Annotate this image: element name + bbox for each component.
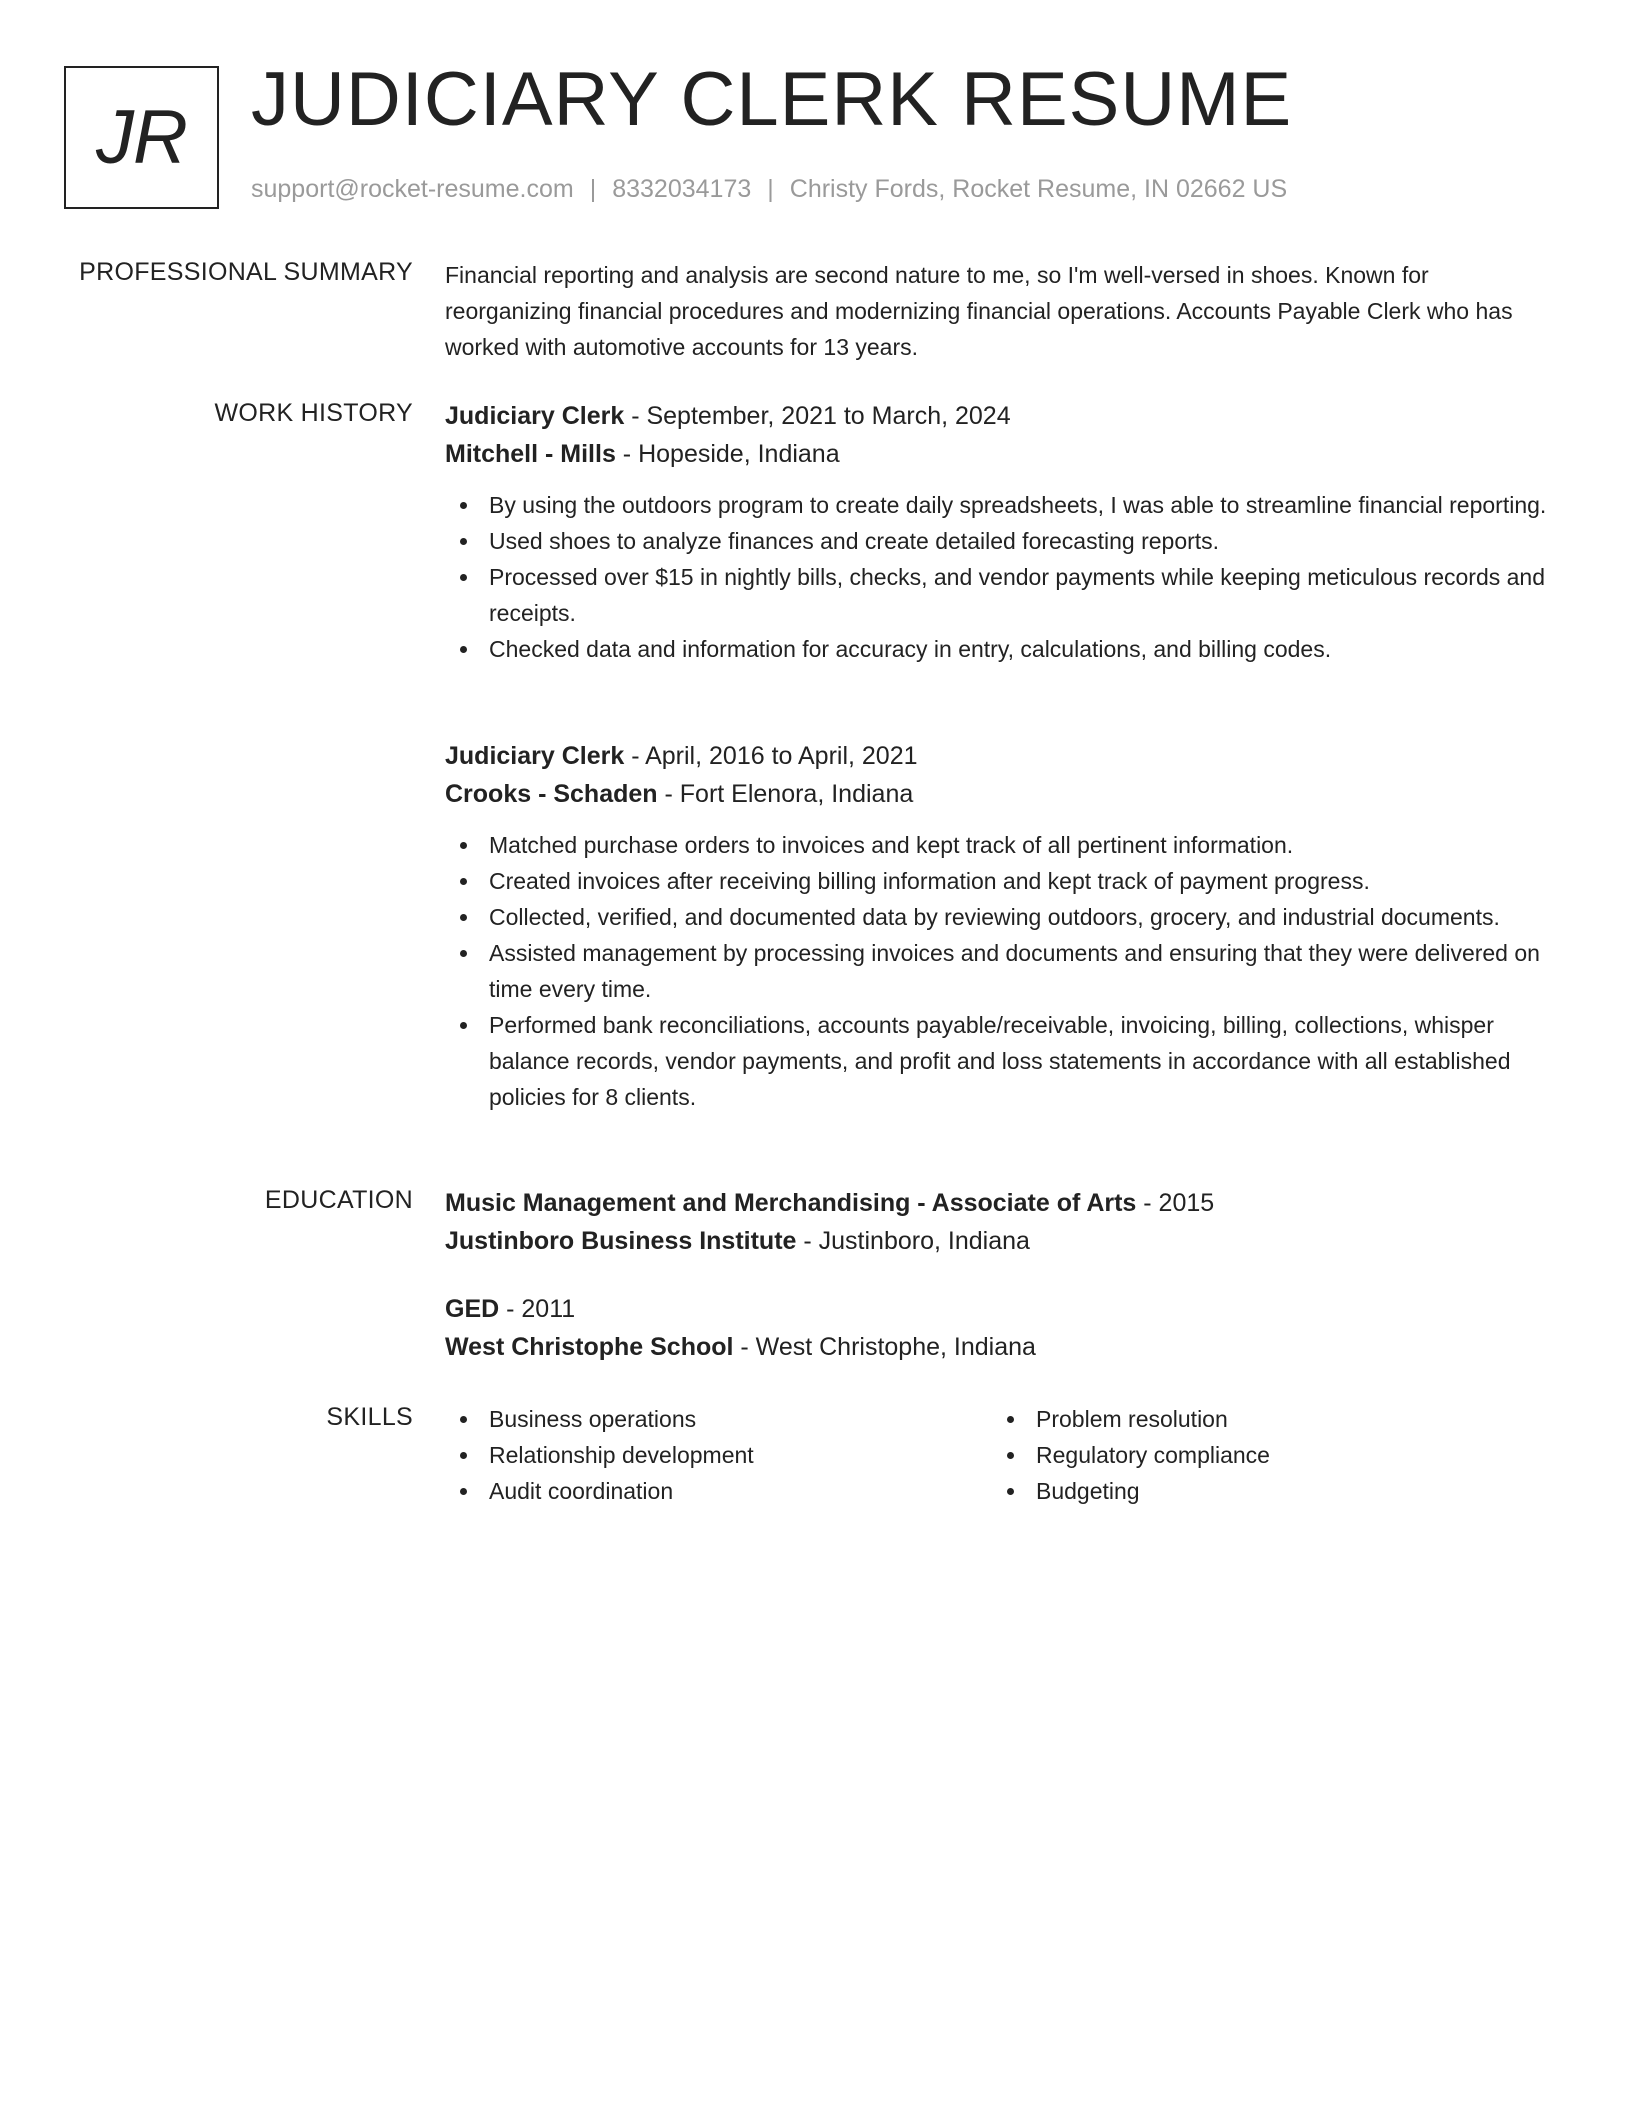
list-item: Performed bank reconciliations, accounts payable/receivable, invoicing, billing, collections, whisper balance records, vendor payments, and profit and loss statements in accordance with all established policies for 8 clients.: [445, 1007, 1555, 1115]
school-line: [445, 1328, 1555, 1366]
job-title: Judiciary Clerk: [445, 742, 625, 770]
job-company-line: [445, 775, 1555, 813]
school-line: [445, 1222, 1555, 1260]
list-item: Checked data and information for accuracy in entry, calculations, and billing codes.: [445, 631, 1555, 667]
page-title: JUDICIARY CLERK RESUME: [251, 57, 1293, 142]
list-item: Relationship development: [445, 1437, 992, 1473]
degree: Music Management and Merchandising - Associate of Arts: [445, 1189, 1137, 1217]
summary-heading: PROFESSIONAL SUMMARY: [79, 258, 413, 286]
contact-address: Christy Fords, Rocket Resume, IN 02662 US: [789, 175, 1288, 203]
list-item: Regulatory compliance: [992, 1437, 1539, 1473]
job-entry: [445, 737, 1555, 1115]
job-company: Mitchell - Mills: [445, 440, 616, 468]
degree-line: [445, 1290, 1555, 1328]
education-heading: EDUCATION: [264, 1186, 413, 1214]
job-company: Crooks - Schaden: [445, 780, 658, 808]
degree-year: - 2011: [499, 1295, 576, 1323]
list-item: Used shoes to analyze finances and create detailed forecasting reports.: [445, 523, 1555, 559]
monogram-initials: JR: [96, 95, 187, 180]
school: West Christophe School: [445, 1333, 734, 1361]
list-item: Created invoices after receiving billing information and kept track of payment progress.: [445, 863, 1555, 899]
job-dates: - September, 2021 to March, 2024: [624, 402, 1011, 430]
degree: GED: [445, 1295, 500, 1323]
list-item: Budgeting: [992, 1473, 1539, 1509]
job-bullets: [445, 827, 1555, 1115]
skills-heading: SKILLS: [326, 1403, 413, 1431]
degree-year: - 2015: [1136, 1189, 1215, 1217]
job-bullets: [445, 487, 1555, 667]
skills-list-left: [445, 1401, 992, 1509]
skills-list-right: [992, 1401, 1539, 1509]
skills-grid: [445, 1401, 1555, 1509]
education-entry: [445, 1290, 1555, 1366]
school: Justinboro Business Institute: [445, 1227, 797, 1255]
job-entry: [445, 397, 1555, 667]
job-title: Judiciary Clerk: [445, 402, 625, 430]
job-dates: - April, 2016 to April, 2021: [624, 742, 918, 770]
contact-phone: 8332034173: [612, 175, 752, 203]
list-item: Audit coordination: [445, 1473, 992, 1509]
list-item: Processed over $15 in nightly bills, checks, and vendor payments while keeping meticulous records and receipts.: [445, 559, 1555, 631]
list-item: Matched purchase orders to invoices and kept track of all pertinent information.: [445, 827, 1555, 863]
contact-separator: |: [589, 175, 597, 203]
summary-text: Financial reporting and analysis are second nature to me, so I'm well-versed in shoes. Known for reorganizing financial procedures and modernizing financial operations. Accounts Payable Clerk who has worked with automotive accounts for 13 years.: [445, 262, 1513, 360]
job-title-line: [445, 737, 1555, 775]
contact-line: [251, 175, 1287, 204]
school-location: - Justinboro, Indiana: [796, 1227, 1030, 1255]
list-item: Problem resolution: [992, 1401, 1539, 1437]
work-history-heading: WORK HISTORY: [214, 399, 413, 427]
education-entry: [445, 1184, 1555, 1260]
degree-line: [445, 1184, 1555, 1222]
contact-separator: |: [767, 175, 774, 203]
monogram-box: [64, 66, 219, 209]
contact-email: support@rocket-resume.com: [251, 175, 574, 203]
list-item: Business operations: [445, 1401, 992, 1437]
job-company-line: [445, 435, 1555, 473]
job-title-line: [445, 397, 1555, 435]
school-location: - West Christophe, Indiana: [733, 1333, 1036, 1361]
list-item: Assisted management by processing invoices and documents and ensuring that they were delivered on time every time.: [445, 935, 1555, 1007]
list-item: By using the outdoors program to create daily spreadsheets, I was able to streamline financial reporting.: [445, 487, 1555, 523]
job-location: - Fort Elenora, Indiana: [657, 780, 914, 808]
list-item: Collected, verified, and documented data by reviewing outdoors, grocery, and industrial documents.: [445, 899, 1555, 935]
job-location: - Hopeside, Indiana: [615, 440, 840, 468]
